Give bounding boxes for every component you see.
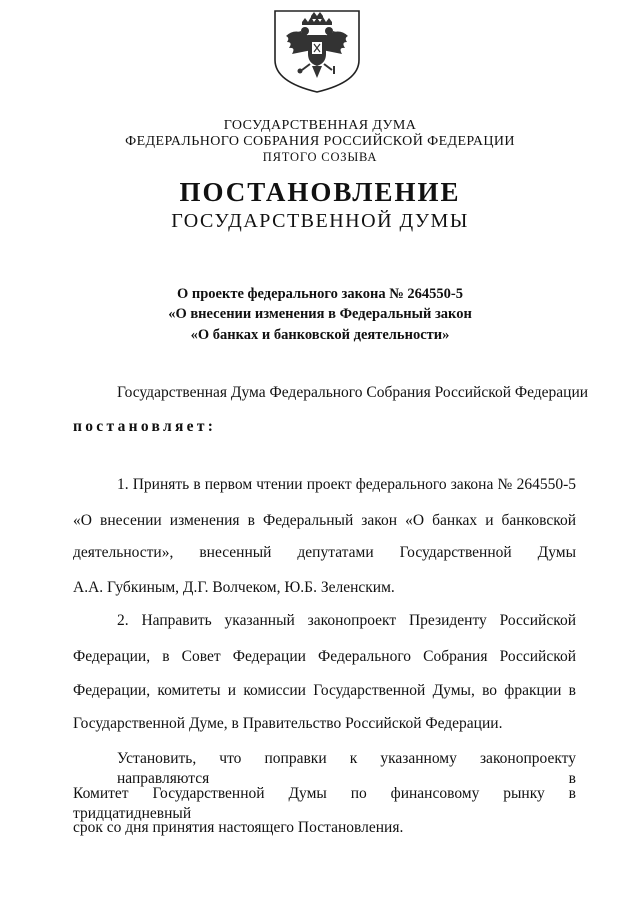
subject-line-3: «О банках и банковской деятельности» bbox=[190, 327, 450, 343]
preamble-text: Государственная Дума Федерального Собрания Российской Федерации bbox=[117, 384, 589, 401]
point-2-line-1: 2. Направить указанный законопроект Президенту Российской bbox=[117, 612, 576, 629]
point-1-line-4: А.А. Губкиным, Д.Г. Волчеком, Ю.Б. Зеленским. bbox=[73, 579, 395, 596]
double-headed-eagle-icon bbox=[272, 8, 362, 94]
convocation-line: ПЯТОГО СОЗЫВА bbox=[262, 150, 378, 164]
point-3-line-1: Установить, что поправки к указанному законопроекту направляются в bbox=[117, 750, 576, 787]
point-2-line-4: Государственной Думе, в Правительство Российской Федерации. bbox=[73, 715, 503, 732]
document-issuer-title: ГОСУДАРСТВЕННОЙ ДУМЫ bbox=[171, 210, 469, 232]
org-name-line-2: ФЕДЕРАЛЬНОГО СОБРАНИЯ РОССИЙСКОЙ ФЕДЕРАЦИИ bbox=[125, 134, 515, 149]
subject-line-2: «О внесении изменения в Федеральный закон bbox=[168, 306, 472, 322]
point-2-line-3: Федерации, комитеты и комиссии Государственной Думы, во фракции в bbox=[73, 682, 576, 699]
decree-word: постановляет: bbox=[73, 418, 217, 435]
document-type-title: ПОСТАНОВЛЕНИЕ bbox=[179, 177, 461, 207]
subject-line-1: О проекте федерального закона № 264550-5 bbox=[176, 286, 464, 302]
point-1-line-3: деятельности», внесенный депутатами Государственной Думы bbox=[73, 544, 576, 561]
point-3-line-2: Комитет Государственной Думы по финансовому рынку в тридцатидневный bbox=[73, 785, 576, 822]
point-3-line-3: срок со дня принятия настоящего Постановления. bbox=[73, 819, 404, 836]
org-name-line-1: ГОСУДАРСТВЕННАЯ ДУМА bbox=[223, 118, 417, 133]
point-1-line-1: 1. Принять в первом чтении проект федерального закона № 264550-5 bbox=[117, 476, 576, 493]
point-2-line-2: Федерации, в Совет Федерации Федерального Собрания Российской bbox=[73, 648, 576, 665]
point-1-line-2: «О внесении изменения в Федеральный закон «О банках и банковской bbox=[73, 512, 576, 529]
